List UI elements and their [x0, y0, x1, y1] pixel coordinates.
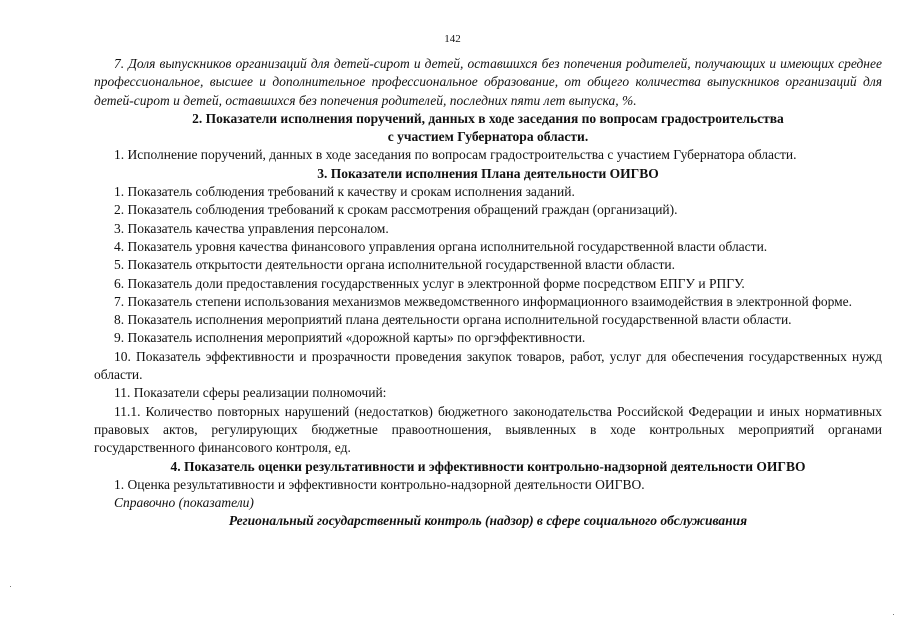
section-3-item-6: 6. Показатель доли предоставления государственных услуг в электронной форме посредством ЕПГУ и РПГУ.: [114, 275, 745, 291]
document-body: [94, 55, 882, 531]
section-3-item-11-1: 11.1. Количество повторных нарушений (недостатков) бюджетного законодательства Российской Федерации и иных нормативных правовых актов, регулирующих бюджетные правоотношения, выявленных в ходе контрольных мероприятий органами государственного финансового контроля, ед.: [94, 403, 882, 456]
scan-speck: [10, 586, 11, 587]
section-3-item-4: 4. Показатель уровня качества финансового управления органа исполнительной государственной власти области.: [114, 238, 768, 254]
section-3-item-9: 9. Показатель исполнения мероприятий «дорожной карты» по оргэффективности.: [114, 330, 586, 346]
paragraph-item-7: 7. Доля выпускников организаций для детей-сирот и детей, оставшихся без попечения родителей, получающих и имеющих среднее профессиональное, высшее и дополнительное профессиональное образование, от общего количества выпускников организаций для детей-сирот и детей, оставшихся без попечения родителей, последних пяти лет выпуска, %.: [94, 56, 882, 108]
subheading: Региональный государственный контроль (надзор) в сфере социального обслуживания: [228, 513, 748, 529]
section-3-item-10: 10. Показатель эффективности и прозрачности проведения закупок товаров, работ, услуг для обеспечения государственных нужд области.: [94, 348, 882, 383]
section-4-item-1: 1. Оценка результативности и эффективности контрольно-надзорной деятельности ОИГВО.: [114, 476, 645, 492]
page-number: 142: [444, 33, 461, 45]
section-4-heading: 4. Показатель оценки результативности и эффективности контрольно-надзорной деятельности ОИГВО: [170, 458, 806, 474]
section-3-item-2: 2. Показатель соблюдения требований к срокам рассмотрения обращений граждан (организаций).: [114, 202, 678, 218]
section-3-item-7: 7. Показатель степени использования механизмов межведомственного информационного взаимодействия в электронной форме.: [114, 293, 853, 309]
section-2-item-1: 1. Исполнение поручений, данных в ходе заседания по вопросам градостроительства с участием Губернатора области.: [114, 147, 797, 163]
scan-speck: [893, 614, 894, 615]
section-3-item-11: 11. Показатели сферы реализации полномочий:: [114, 385, 387, 401]
section-3-item-8: 8. Показатель исполнения мероприятий плана деятельности органа исполнительной государственной власти области.: [114, 312, 792, 328]
section-3-heading: 3. Показатели исполнения Плана деятельности ОИГВО: [317, 165, 659, 181]
section-3-item-5: 5. Показатель открытости деятельности органа исполнительной государственной власти области.: [114, 257, 675, 273]
section-3-item-3: 3. Показатель качества управления персоналом.: [114, 220, 389, 236]
reference-label: Справочно (показатели): [114, 495, 254, 511]
section-2-heading-line-1: 2. Показатели исполнения поручений, данных в ходе заседания по вопросам градостроительства: [192, 110, 784, 126]
section-3-item-1: 1. Показатель соблюдения требований к качеству и срокам исполнения заданий.: [114, 184, 575, 200]
section-2-heading-line-2: с участием Губернатора области.: [387, 129, 589, 145]
